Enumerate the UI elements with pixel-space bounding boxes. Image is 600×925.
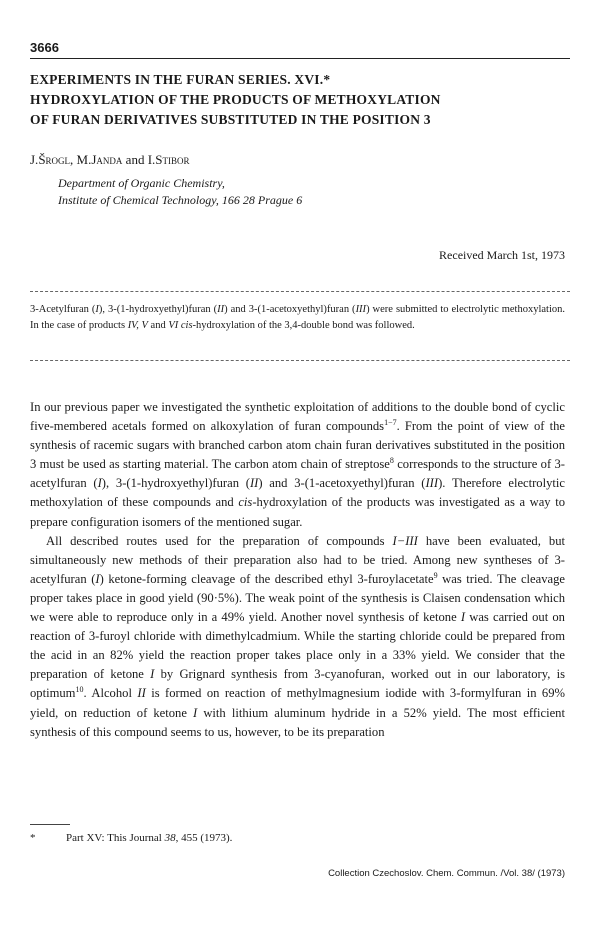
abstract-top-rule bbox=[30, 291, 570, 292]
reference-superscript: 9 bbox=[433, 570, 438, 580]
body-text: ) and 3-(1-acetoxyethyl)furan ( bbox=[258, 476, 426, 491]
author-2-name: Janda bbox=[91, 152, 123, 167]
footnote-text: , 455 (1973). bbox=[175, 832, 233, 844]
affiliation-line-2: Institute of Chemical Technology, 166 28 Prague 6 bbox=[58, 193, 303, 207]
compound-label: I bbox=[150, 667, 155, 682]
body-paragraph-1 bbox=[30, 398, 565, 532]
body-text: . Alcohol bbox=[83, 686, 138, 701]
abstract-text: ) were submitted to electrolytic methoxylation. In the case of products bbox=[30, 304, 566, 331]
body-text: have been evaluated, but simultaneously new methods of their preparation also had to be tried. Among new syntheses of 3-acetylfuran ( bbox=[30, 533, 565, 586]
author-separator: and bbox=[122, 152, 148, 167]
reference-superscript: 1−7 bbox=[384, 417, 397, 427]
journal-footer bbox=[328, 868, 565, 879]
author-3-initial: I. bbox=[147, 152, 156, 167]
body-text: . From the point of view of the synthesis of racemic sugars with branched carbon atom chain furan derivatives substituted in the position 3 must be used as starting material. The carbon atom chain of streptose bbox=[30, 419, 565, 472]
affiliation-line-1: Department of Organic Chemistry, bbox=[58, 176, 225, 190]
footer-text: / (1973) bbox=[532, 868, 565, 879]
article-title bbox=[30, 70, 570, 130]
compound-label: I bbox=[97, 476, 102, 491]
abstract-text: and bbox=[147, 319, 169, 331]
compound-label: VI cis bbox=[168, 319, 193, 331]
reference-superscript: 10 bbox=[75, 685, 84, 695]
compound-label: III bbox=[425, 476, 439, 491]
reference-superscript: 8 bbox=[389, 456, 394, 466]
body-text: In our previous paper we investigated the synthetic exploitation of additions to the double bond of cyclic five-membered acetals formed on alkoxylation of furan compounds bbox=[30, 400, 565, 434]
compound-label: I bbox=[460, 610, 466, 625]
title-line-2: HYDROXYLATION OF THE PRODUCTS OF METHOXYLATION bbox=[30, 92, 441, 107]
body-text: corresponds to the structure of 3-acetylfuran ( bbox=[30, 457, 566, 491]
body-text: by Grignard synthesis from 3-cyanofuran, worked out in our laboratory, is optimum bbox=[30, 667, 565, 701]
footer-text: Collection Czechoslov. Chem. Commun. /Vol. bbox=[328, 868, 522, 879]
body-text: -hydroxylation of the products was investigated as a way to prepare configuration isomers of the mentioned sugar. bbox=[30, 495, 565, 529]
author-separator: , bbox=[70, 152, 77, 167]
page-number: 3666 bbox=[30, 40, 59, 55]
author-3-name: Stibor bbox=[155, 152, 190, 167]
compound-label: IV, V bbox=[127, 319, 148, 331]
compound-label: II bbox=[217, 304, 225, 315]
footnote-text: Part XV: This Journal bbox=[66, 832, 165, 844]
author-2-initial: M. bbox=[76, 152, 92, 167]
body-text: ) ketone-forming cleavage of the described ethyl 3-furoylacetate bbox=[99, 571, 434, 586]
body-text: was carried out on reaction of 3-furoyl chloride with dimethylcadmium. While the starting chloride could be prepared from the acid in an 82% yield the reaction proper takes place only in a 33% yield. We consider that the preparation of ketone bbox=[30, 610, 565, 682]
header-rule bbox=[30, 58, 570, 59]
footnote-marker: * bbox=[30, 832, 36, 844]
title-line-3: OF FURAN DERIVATIVES SUBSTITUTED IN THE POSITION 3 bbox=[30, 112, 431, 127]
footnote-rule bbox=[30, 824, 70, 825]
title-line-1: EXPERIMENTS IN THE FURAN SERIES. XVI.* bbox=[30, 72, 331, 87]
compound-label: I bbox=[95, 304, 99, 315]
author-1-initial: J. bbox=[30, 152, 39, 167]
author-1-name: Šrogl bbox=[38, 152, 71, 167]
abstract-text: -hydroxylation of the 3,4-double bond was followed. bbox=[192, 319, 415, 331]
body-text: ). Therefore electrolytic methoxylation of these compounds and bbox=[30, 476, 565, 510]
author-list bbox=[30, 152, 190, 168]
compound-label: I bbox=[193, 705, 198, 720]
body-text: ), 3-(1-hydroxyethyl)furan ( bbox=[101, 476, 250, 491]
abstract-text: ), 3-(1-hydroxyethyl)furan ( bbox=[98, 304, 218, 315]
body-text: was tried. The cleavage proper takes place in good yield (90·5%). The weak point of the synthesis is Claisen condensation which we were able to reproduce only in a 49% yield. Another novel synthesis of ketone bbox=[30, 571, 565, 625]
compound-label: II bbox=[137, 686, 146, 701]
affiliation bbox=[58, 175, 302, 209]
body-text: All described routes used for the preparation of compounds bbox=[46, 533, 393, 548]
abstract-text: 3-Acetylfuran ( bbox=[30, 304, 96, 315]
footnote-volume: 38 bbox=[164, 832, 176, 844]
abstract-bottom-rule bbox=[30, 360, 570, 361]
body-text: with lithium aluminum hydride in a 52% yield. The most efficient synthesis of this compound seems to us, however, to be its preparation bbox=[30, 705, 565, 739]
abstract bbox=[30, 302, 565, 333]
compound-label: I bbox=[95, 571, 100, 586]
abstract-text: ) and 3-(1-acetoxyethyl)furan ( bbox=[224, 304, 356, 315]
italic-term: cis bbox=[238, 495, 253, 510]
body-text: is formed on reaction of methylmagnesium iodide with 3-formylfuran in 69% yield, on reduction of ketone bbox=[30, 686, 565, 720]
footnote bbox=[30, 832, 232, 844]
article-body bbox=[30, 398, 565, 742]
received-date: Received March 1st, 1973 bbox=[439, 248, 565, 262]
compound-label: I−III bbox=[392, 533, 418, 548]
body-paragraph-2 bbox=[30, 532, 565, 742]
compound-label: II bbox=[249, 476, 259, 491]
footer-volume: 38 bbox=[521, 868, 533, 879]
compound-label: III bbox=[355, 304, 367, 315]
